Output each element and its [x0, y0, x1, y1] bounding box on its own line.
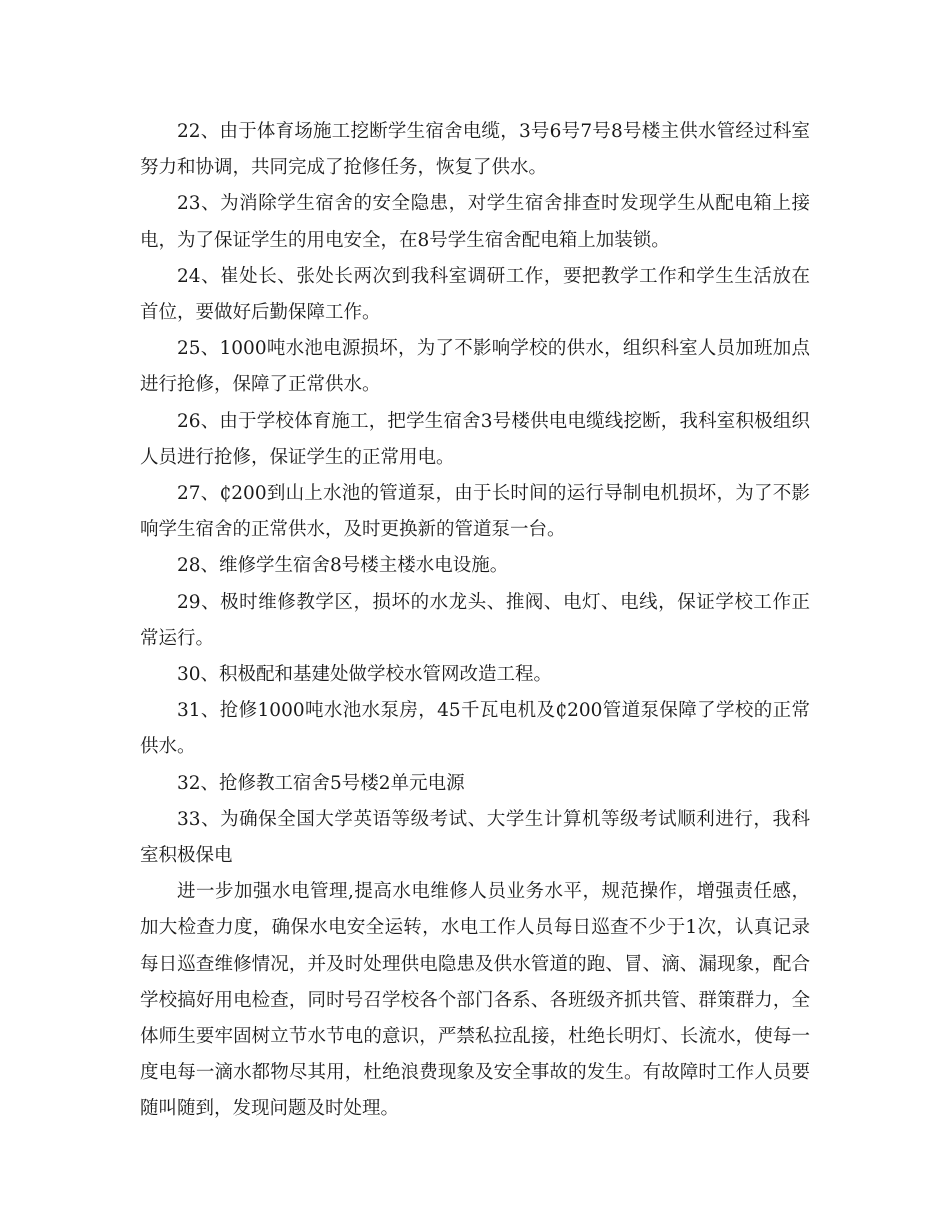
paragraph-29: 29、极时维修教学区，损坏的水龙头、推阀、电灯、电线，保证学校工作正常运行。 [140, 591, 810, 649]
paragraph-summary: 进一步加强水电管理,提高水电维修人员业务水平，规范操作，增强责任感，加大检查力度，确保水电安全运转，水电工作人员每日巡查不少于1次，认真记录每日巡查维修情况，并及时处理供电隐患及供水管道的跑、冒、滴、漏现象，配合学校搞好用电检查，同时号召学校各个部门各系、各班级齐抓共管、群策群力，全体师生要牢固树立节水节电的意识，严禁私拉乱接，杜绝长明灯、长流水，使每一度电每一滴水都物尽其用，杜绝浪费现象及安全事故的发生。有故障时工作人员要随叫随到，发现问题及时处理。 [140, 881, 810, 1120]
paragraph-28: 28、维修学生宿舍8号楼主楼水电设施。 [177, 555, 509, 577]
paragraph-33: 33、为确保全国大学英语等级考试、大学生计算机等级考试顺利进行，我科室积极保电 [140, 808, 810, 867]
paragraph-26: 26、由于学校体育施工，把学生宿舍3号楼供电电缆线挖断，我科室积极组织人员进行抢修，保证学生的正常用电。 [140, 410, 810, 468]
paragraph-25: 25、1000吨水池电源损坏，为了不影响学校的供水，组织科室人员加班加点进行抢修，保障了正常供水。 [140, 338, 810, 396]
paragraph-31: 31、抢修1000吨水池水泵房，45千瓦电机及₵200管道泵保障了学校的正常供水。 [140, 700, 810, 758]
paragraph-24: 24、崔处长、张处长两次到我科室调研工作，要把教学工作和学生生活放在首位，要做好后勤保障工作。 [140, 265, 810, 324]
paragraph-30: 30、积极配和基建处做学校水管网改造工程。 [177, 664, 553, 686]
paragraph-27: 27、₵200到山上水池的管道泵，由于长时间的运行导制电机损坏，为了不影响学生宿舍的正常供水，及时更换新的管道泵一台。 [140, 483, 810, 541]
document-body [140, 114, 810, 1128]
paragraph-23: 23、为消除学生宿舍的安全隐患，对学生宿舍排查时发现学生从配电箱上接电，为了保证学生的用电安全，在8号学生宿舍配电箱上加装锁。 [140, 193, 810, 251]
paragraph-22: 22、由于体育场施工挖断学生宿舍电缆，3号6号7号8号楼主供水管经过科室努力和协调，共同完成了抢修任务，恢复了供水。 [140, 121, 810, 179]
paragraph-32: 32、抢修教工宿舍5号楼2单元电源 [177, 772, 465, 794]
